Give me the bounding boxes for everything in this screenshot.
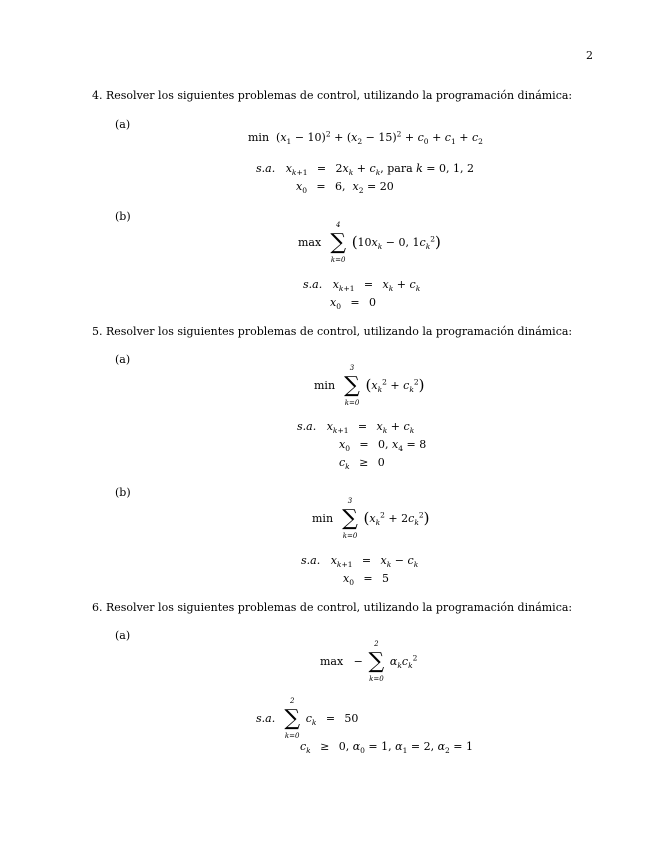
problem-text: Resolver los siguientes problemas de control, utilizando la programación dinámica: (106, 89, 573, 102)
problem-number: 4. (92, 89, 103, 102)
page-number: 2 (586, 49, 593, 62)
part-label: (b) (115, 486, 131, 499)
problem-6-statement (92, 601, 572, 614)
objective-6a: max − 2 ∑ k=0 $\alpha_kc_k^2$ (320, 640, 418, 683)
problem-5-statement (92, 325, 572, 338)
sum-symbol: 2 ∑ k=0 (368, 640, 385, 683)
problem-4-statement (92, 89, 572, 102)
constraints-5a: s.a. $x_{k+1} = x_k + c_k$ $x_0 = 0$, $x_4 = 8$ $c_k \ge 0$ (297, 420, 427, 472)
st-label: s.a. (301, 554, 321, 567)
objective-5a: min 3 ∑ k=0 $(x_k^2 + c_k^2)$ (314, 364, 425, 407)
sum-symbol: 4 ∑ k=0 (330, 221, 347, 264)
sum-symbol: 3 ∑ k=0 (344, 364, 360, 407)
objective-4b: max 4 ∑ k=0 ($10x_k - 0$, $1c_k^2$) (298, 221, 441, 264)
problem-number: 6. (92, 601, 103, 614)
objective-4a: $\min (x_1 - 10)^2 + (x_2 - 15)^2 + c_0 + c_1 + c_2$ (248, 129, 483, 147)
problem-text: Resolver los siguientes problemas de control, utilizando la programación dinámica: (106, 601, 573, 614)
st-label: s.a. (297, 420, 317, 433)
st-label: s.a. (256, 712, 276, 725)
sum-symbol: 2 ∑ k=0 (284, 697, 301, 740)
sum-symbol: 3 ∑ k=0 (342, 497, 358, 540)
constraints-4a: s.a. $x_{k+1} = 2x_k + c_k$, para k = 0, 1, 2 $x_0 = 6$, $x_2 = 20$ (256, 162, 475, 196)
part-label: (a) (115, 353, 131, 366)
st-label: s.a. (303, 278, 323, 291)
constraints-4b: s.a. $x_{k+1} = x_k + c_k$ $x_0 = 0$ (303, 278, 421, 312)
objective-5b: min 3 ∑ k=0 $(x_k^2 + 2c_k^2)$ (312, 497, 430, 540)
part-label: (a) (115, 629, 131, 642)
constraints-6a: s.a. 2 ∑ k=0 $c_k = 50$ $c_k \ge 0$, $\alpha_0 = 1$, $\alpha_1 = 2$, $\alpha_2 = 1$ (256, 697, 473, 756)
part-label: (a) (115, 118, 131, 131)
part-label: (b) (115, 210, 131, 223)
problem-number: 5. (92, 325, 103, 338)
st-label: s.a. (256, 162, 276, 175)
problem-text: Resolver los siguientes problemas de control, utilizando la programación dinámica: (106, 325, 573, 338)
constraints-5b: s.a. $x_{k+1} = x_k - c_k$ $x_0 = 5$ (301, 554, 419, 588)
